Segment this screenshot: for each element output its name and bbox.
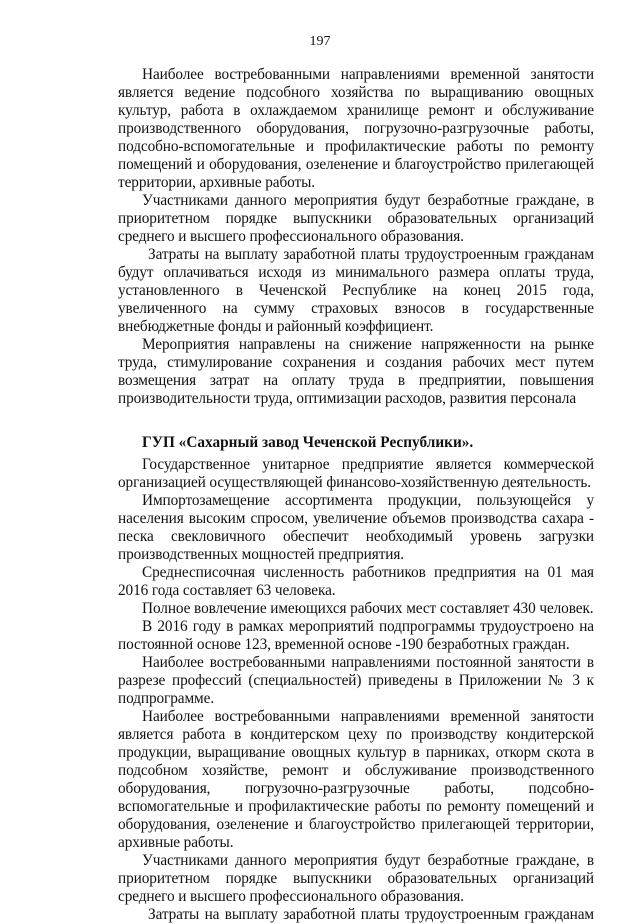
paragraph-participants-plant: Участниками данного мероприятия будут безработные граждане, в приоритетном порядке выпускники образовательных организаций среднего и высшего профессионального образования. — [118, 852, 594, 905]
paragraph-workplaces: Полное вовлечение имеющихся рабочих мест составляет 430 человек. — [142, 600, 594, 617]
section-heading: ГУП «Сахарный завод Чеченской Республики». — [142, 434, 474, 451]
paragraph-wage-costs-plant: Затраты на выплату заработной платы трудоустроенным гражданам — [148, 906, 594, 923]
paragraph-permanent-employment: Наиболее востребованными направлениями постоянной занятости в разрезе профессий (специальностей) приведены в Приложении № 3 к подпрограмме. — [118, 654, 594, 707]
paragraph-temporary-employment: Наиболее востребованными направлениями временной занятости является ведение подсобного хозяйства по выращиванию овощных культур, работа в охлаждаемом хранилище ремонт и обслуживание производственного оборудования, погрузочно-разгрузочные работы, подсобно-вспомогательные и профилактические работы по ремонту помещений и оборудования, озеленение и благоустройство прилегающей территории, архивные работы. — [118, 66, 594, 191]
paragraph-temporary-employment-plant: Наиболее востребованными направлениями временной занятости является работа в кондитерском цеху по производству кондитерской продукции, выращивание овощных культур в парниках, откорм скота в подсобном хозяйстве, ремонт и обслуживание производственного оборудования, погрузочно-разгрузочные работы, подсобно-вспомогательные и профилактические работы по ремонту помещений и оборудования, озеленение и благоустройство прилегающей территории, архивные работы. — [118, 708, 594, 851]
paragraph-employed-2016: В 2016 году в рамках мероприятий подпрограммы трудоустроено на постоянной основе 123, временной основе -190 безработных граждан. — [118, 618, 594, 653]
paragraph-enterprise-status: Государственное унитарное предприятие является коммерческой организацией осуществляющей финансово-хозяйственную деятельность. — [118, 456, 594, 491]
document-body — [118, 66, 594, 924]
paragraph-headcount: Среднесписочная численность работников предприятия на 01 мая 2016 года составляет 63 человека. — [118, 564, 594, 599]
page-number: 197 — [309, 34, 331, 49]
paragraph-participants: Участниками данного мероприятия будут безработные граждане, в приоритетном порядке выпускники образовательных организаций среднего и высшего профессионального образования. — [118, 192, 594, 245]
paragraph-measures-goal: Мероприятия направлены на снижение напряженности на рынке труда, стимулирование сохранения и создания рабочих мест путем возмещения затрат на оплату труда в предприятии, повышения производительности труда, оптимизации расходов, развития персонала — [118, 336, 594, 407]
paragraph-import-substitution: Импортозамещение ассортимента продукции, пользующейся у населения высоким спросом, увеличение объемов производства сахара - песка свекловичного обеспечит необходимый уровень загрузки производственных мощностей предприятия. — [118, 492, 594, 563]
paragraph-wage-costs: Затраты на выплату заработной платы трудоустроенным гражданам будут оплачиваться исходя из минимального размера оплаты труда, установленного в Чеченской Республике на конец 2015 года, увеличенного на сумму страховых взносов в государственные внебюджетные фонды и районный коэффициент. — [118, 246, 594, 335]
